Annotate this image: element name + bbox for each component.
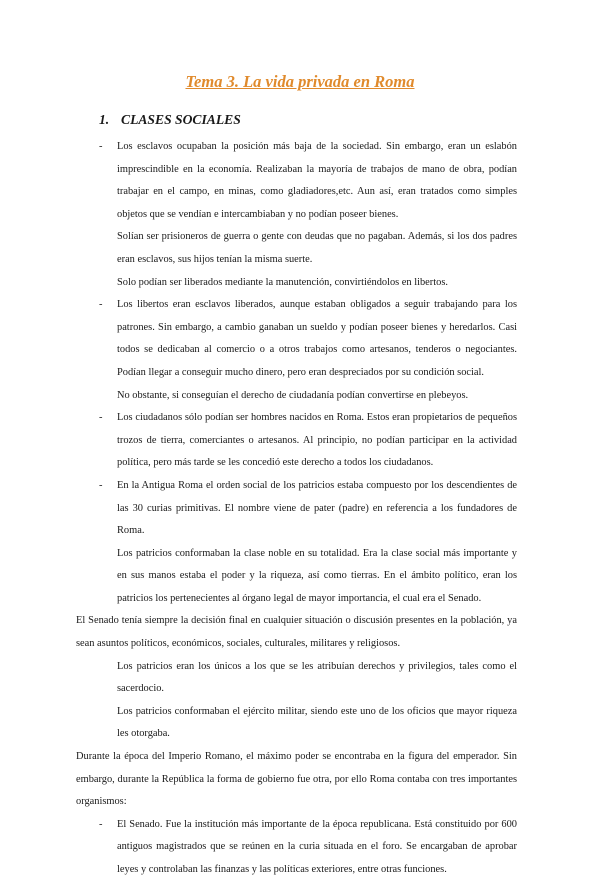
paragraph: No obstante, si conseguían el derecho de ciudadanía podían convertirse en plebeyos.: [117, 389, 469, 401]
paragraph: Los patricios conformaban el ejército militar, siendo este uno de los oficios que mayor riqueza les otorgaba.: [117, 705, 517, 740]
paragraph: En la Antigua Roma el orden social de los patricios estaba compuesto por los descendientes de las 30 curias primitivas. El nombre viene de pater (padre) en referencia a los fundadores de Roma.: [117, 479, 517, 537]
paragraph: Solo podían ser liberados mediante la manutención, convirtiéndolos en libertos.: [117, 276, 448, 288]
paragraph: Solían ser prisioneros de guerra o gente con deudas que no pagaban. Además, si los dos padres eran esclavos, sus hijos tenían la misma suerte.: [117, 231, 517, 265]
document-body: [0, 136, 600, 882]
paragraph: Los ciudadanos sólo podían ser hombres nacidos en Roma. Estos eran propietarios de pequeños trozos de tierra, comerciantes o artesanos. Al principio, no podían participar en la actividad política, pero más tarde se les concedió este derecho a todos los ciudadanos.: [117, 412, 517, 469]
section-heading: [99, 112, 241, 128]
bullet-dash: -: [99, 141, 103, 152]
section-number: 1.: [99, 112, 110, 127]
list-item: [0, 407, 600, 475]
bullet-dash: -: [99, 479, 103, 491]
paragraph: Los patricios eran los únicos a los que se les atribuían derechos y privilegios, tales como el sacerdocio.: [117, 660, 517, 695]
section-title: CLASES SOCIALES: [121, 112, 241, 127]
paragraph: Los patricios conformaban la clase noble en su totalidad. Era la clase social más importante y en sus manos estaba el poder y la riqueza, así como tierras. En el ámbito político, eran los patricios los pertenecientes al órgano legal de mayor importancia, el cual era el Senado.: [117, 547, 517, 604]
list-item: [0, 136, 600, 226]
page-title: Tema 3. La vida privada en Roma: [185, 72, 415, 91]
list-item: [0, 294, 600, 384]
bullet-dash: -: [99, 412, 103, 424]
paragraph: Los libertos eran esclavos liberados, aunque estaban obligados a seguir trabajando para los patrones. Sin embargo, a cambio ganaban un sueldo y podían poseer bienes y heredarlos. Casi todos se dedicaban al comercio o a otros trabajos como artesanos, tenderos o negociantes. Podían llegar a conseguir mucho dinero, pero eran despreciados por su condición social.: [117, 299, 517, 378]
paragraph: El Senado tenía siempre la decisión final en cualquier situación o discusión presentes en la población, ya sean asuntos políticos, económicos, sociales, culturales, militares y religiosos.: [76, 615, 517, 650]
paragraph: El Senado. Fue la institución más importante de la época republicana. Está constituido por 600 antiguos magistrados que se reúnen en la curia situada en el foro. Se encargaban de aprobar leyes y controlaban las finanzas y las políticas exteriores, entre otras funciones.: [117, 818, 517, 875]
list-item: [0, 475, 600, 543]
bullet-dash: -: [99, 299, 103, 311]
bullet-dash: -: [99, 818, 103, 830]
paragraph: Durante la época del Imperio Romano, el máximo poder se encontraba en la figura del emperador. Sin embargo, durante la República la forma de gobierno fue otra, por ello Roma contaba con tres importantes organismos:: [76, 751, 517, 808]
paragraph: Los esclavos ocupaban la posición más baja de la sociedad. Sin embargo, eran un eslabón imprescindible en la economía. Realizaban la mayoría de trabajos de mano de obra, podían trabajar en el campo, en minas, como gladiadores,etc. Aun así, eran tratados como simples objetos que se vendían e intercambiaban y no podían poseer bienes.: [117, 141, 517, 220]
